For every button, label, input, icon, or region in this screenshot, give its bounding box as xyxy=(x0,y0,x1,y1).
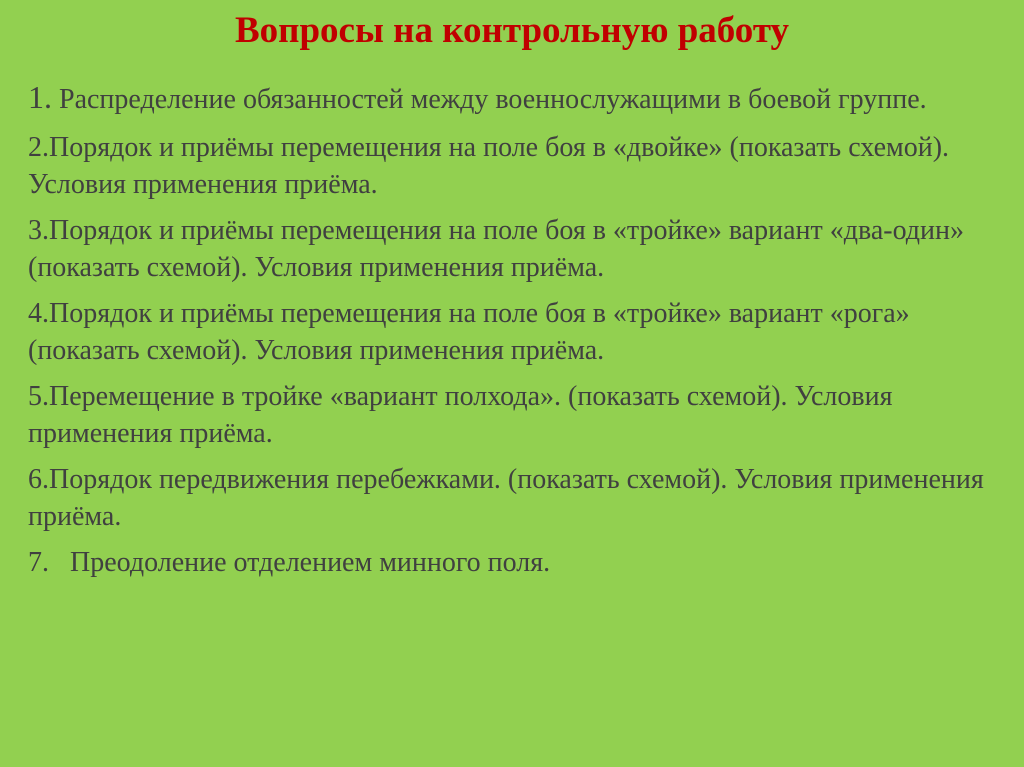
question-item-1 xyxy=(28,72,988,125)
question-item-6 xyxy=(28,461,988,535)
question-number: 1. xyxy=(28,79,52,115)
question-item-5 xyxy=(28,378,988,452)
question-number: 7. xyxy=(28,547,49,578)
question-number: 6. xyxy=(28,464,49,495)
slide-title: Вопросы на контрольную работу xyxy=(234,10,790,51)
question-number: 4. xyxy=(28,298,49,329)
question-item-7 xyxy=(28,544,988,581)
question-number: 5. xyxy=(28,381,49,412)
question-item-3 xyxy=(28,212,988,286)
question-number: 3. xyxy=(28,215,49,246)
question-text: Порядок и приёмы перемещения на поле боя в «тройке» вариант «два-один» (показать схемой). Условия применения приёма. xyxy=(28,215,964,283)
question-item-2 xyxy=(28,129,988,203)
question-text: Порядок передвижения перебежками. (показать схемой). Условия применения приёма. xyxy=(28,464,984,532)
question-text: Преодоление отделением минного поля. xyxy=(49,547,551,578)
question-item-4 xyxy=(28,295,988,369)
question-text: Порядок и приёмы перемещения на поле боя в «двойке» (показать схемой). Условия применения приёма. xyxy=(28,132,950,200)
question-text: Распределение обязанностей между военнослужащими в боевой группе. xyxy=(52,84,927,115)
question-list xyxy=(28,72,988,590)
question-text: Порядок и приёмы перемещения на поле боя в «тройке» вариант «рога» (показать схемой). Условия применения приёма. xyxy=(28,298,910,366)
question-text: Перемещение в тройке «вариант полхода». (показать схемой). Условия применения приёма. xyxy=(28,381,893,449)
question-number: 2. xyxy=(28,132,49,163)
